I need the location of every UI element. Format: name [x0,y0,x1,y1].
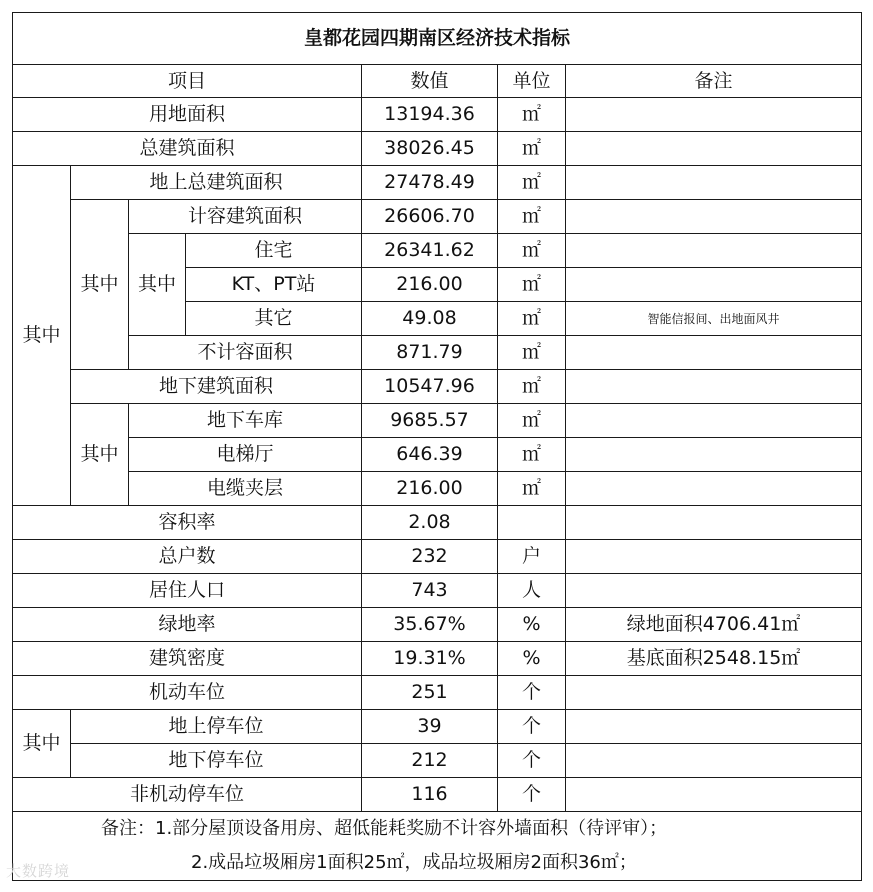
row-label: 机动车位 [13,676,362,710]
row-label: 容积率 [13,506,362,540]
row-unit: ㎡ [498,472,566,506]
row-unit: 人 [498,574,566,608]
group-label-above-ground: 其中 [71,200,129,370]
notes-cell [13,812,862,881]
row-remark [566,778,862,812]
row-value: 27478.49 [362,166,498,200]
row-label: 计容建筑面积 [129,200,362,234]
table-row [13,336,862,370]
row-label: 总户数 [13,540,362,574]
row-value: 646.39 [362,438,498,472]
table-row [13,744,862,778]
row-label: 地下建筑面积 [71,370,362,404]
row-value: 871.79 [362,336,498,370]
table-row [13,540,862,574]
row-value: 743 [362,574,498,608]
row-value: 216.00 [362,268,498,302]
table-row [13,438,862,472]
row-value: 38026.45 [362,132,498,166]
row-value: 232 [362,540,498,574]
row-remark [566,540,862,574]
watermark: 大数跨境 [6,862,71,880]
row-value: 39 [362,710,498,744]
row-remark: 绿地面积4706.41㎡ [566,608,862,642]
row-remark [566,506,862,540]
row-remark [566,234,862,268]
row-value: 26606.70 [362,200,498,234]
row-remark [566,710,862,744]
row-label: 住宅 [186,234,362,268]
row-label: KT、PT站 [186,268,362,302]
row-value: 216.00 [362,472,498,506]
row-unit: ㎡ [498,234,566,268]
table-row [13,472,862,506]
row-label: 电梯厅 [129,438,362,472]
table-row [13,370,862,404]
table-row [13,200,862,234]
row-label: 其它 [186,302,362,336]
row-remark [566,472,862,506]
table-row [13,166,862,200]
row-unit: ㎡ [498,98,566,132]
header-remark: 备注 [566,65,862,98]
row-unit: ㎡ [498,132,566,166]
group-label-far: 其中 [129,234,186,336]
row-value: 26341.62 [362,234,498,268]
row-remark [566,676,862,710]
row-label: 地下停车位 [71,744,362,778]
header-unit: 单位 [498,65,566,98]
row-value: 49.08 [362,302,498,336]
row-unit: ㎡ [498,336,566,370]
row-remark [566,166,862,200]
note-line-2: 2.成品垃圾厢房1面积25㎡，成品垃圾厢房2面积36㎡； [191,852,637,873]
row-unit: 个 [498,744,566,778]
table-row [13,98,862,132]
row-label: 地下车库 [129,404,362,438]
row-unit [498,506,566,540]
row-value: 2.08 [362,506,498,540]
row-value: 251 [362,676,498,710]
row-remark [566,438,862,472]
row-value: 13194.36 [362,98,498,132]
row-label: 用地面积 [13,98,362,132]
row-remark [566,98,862,132]
economic-technical-indicators-table [12,12,862,881]
row-unit: % [498,608,566,642]
note-line-1: 备注：1.部分屋顶设备用房、超低能耗奖励不计容外墙面积（待评审）； [101,818,668,839]
row-value: 19.31% [362,642,498,676]
row-unit: % [498,642,566,676]
table-row [13,574,862,608]
row-value: 116 [362,778,498,812]
row-unit: ㎡ [498,438,566,472]
row-remark: 基底面积2548.15㎡ [566,642,862,676]
row-label: 居住人口 [13,574,362,608]
row-remark [566,132,862,166]
row-value: 212 [362,744,498,778]
table-row [13,234,862,268]
row-unit: ㎡ [498,404,566,438]
row-unit: ㎡ [498,370,566,404]
row-unit: 个 [498,676,566,710]
row-label: 建筑密度 [13,642,362,676]
row-remark: 智能信报间、出地面风井 [566,302,862,336]
header-value: 数值 [362,65,498,98]
indicator-sheet [12,12,861,880]
table-row [13,710,862,744]
row-unit: ㎡ [498,268,566,302]
row-value: 10547.96 [362,370,498,404]
row-remark [566,268,862,302]
row-unit: ㎡ [498,302,566,336]
group-label-parking: 其中 [13,710,71,778]
row-label: 绿地率 [13,608,362,642]
table-row [13,506,862,540]
row-label: 不计容面积 [129,336,362,370]
row-label: 非机动停车位 [13,778,362,812]
row-label: 电缆夹层 [129,472,362,506]
row-unit: ㎡ [498,166,566,200]
row-unit: 户 [498,540,566,574]
row-unit: 个 [498,778,566,812]
row-remark [566,404,862,438]
table-row [13,608,862,642]
row-label: 地上总建筑面积 [71,166,362,200]
row-remark [566,370,862,404]
row-remark [566,200,862,234]
row-remark [566,336,862,370]
group-label-underground: 其中 [71,404,129,506]
table-row [13,132,862,166]
table-row [13,778,862,812]
header-item: 项目 [13,65,362,98]
table-row [13,676,862,710]
table-row [13,642,862,676]
table-title: 皇都花园四期南区经济技术指标 [13,13,862,65]
row-label: 地上停车位 [71,710,362,744]
group-label-total: 其中 [13,166,71,506]
row-remark [566,574,862,608]
row-unit: 个 [498,710,566,744]
row-value: 35.67% [362,608,498,642]
row-unit: ㎡ [498,200,566,234]
row-value: 9685.57 [362,404,498,438]
row-remark [566,744,862,778]
table-row [13,404,862,438]
row-label: 总建筑面积 [13,132,362,166]
